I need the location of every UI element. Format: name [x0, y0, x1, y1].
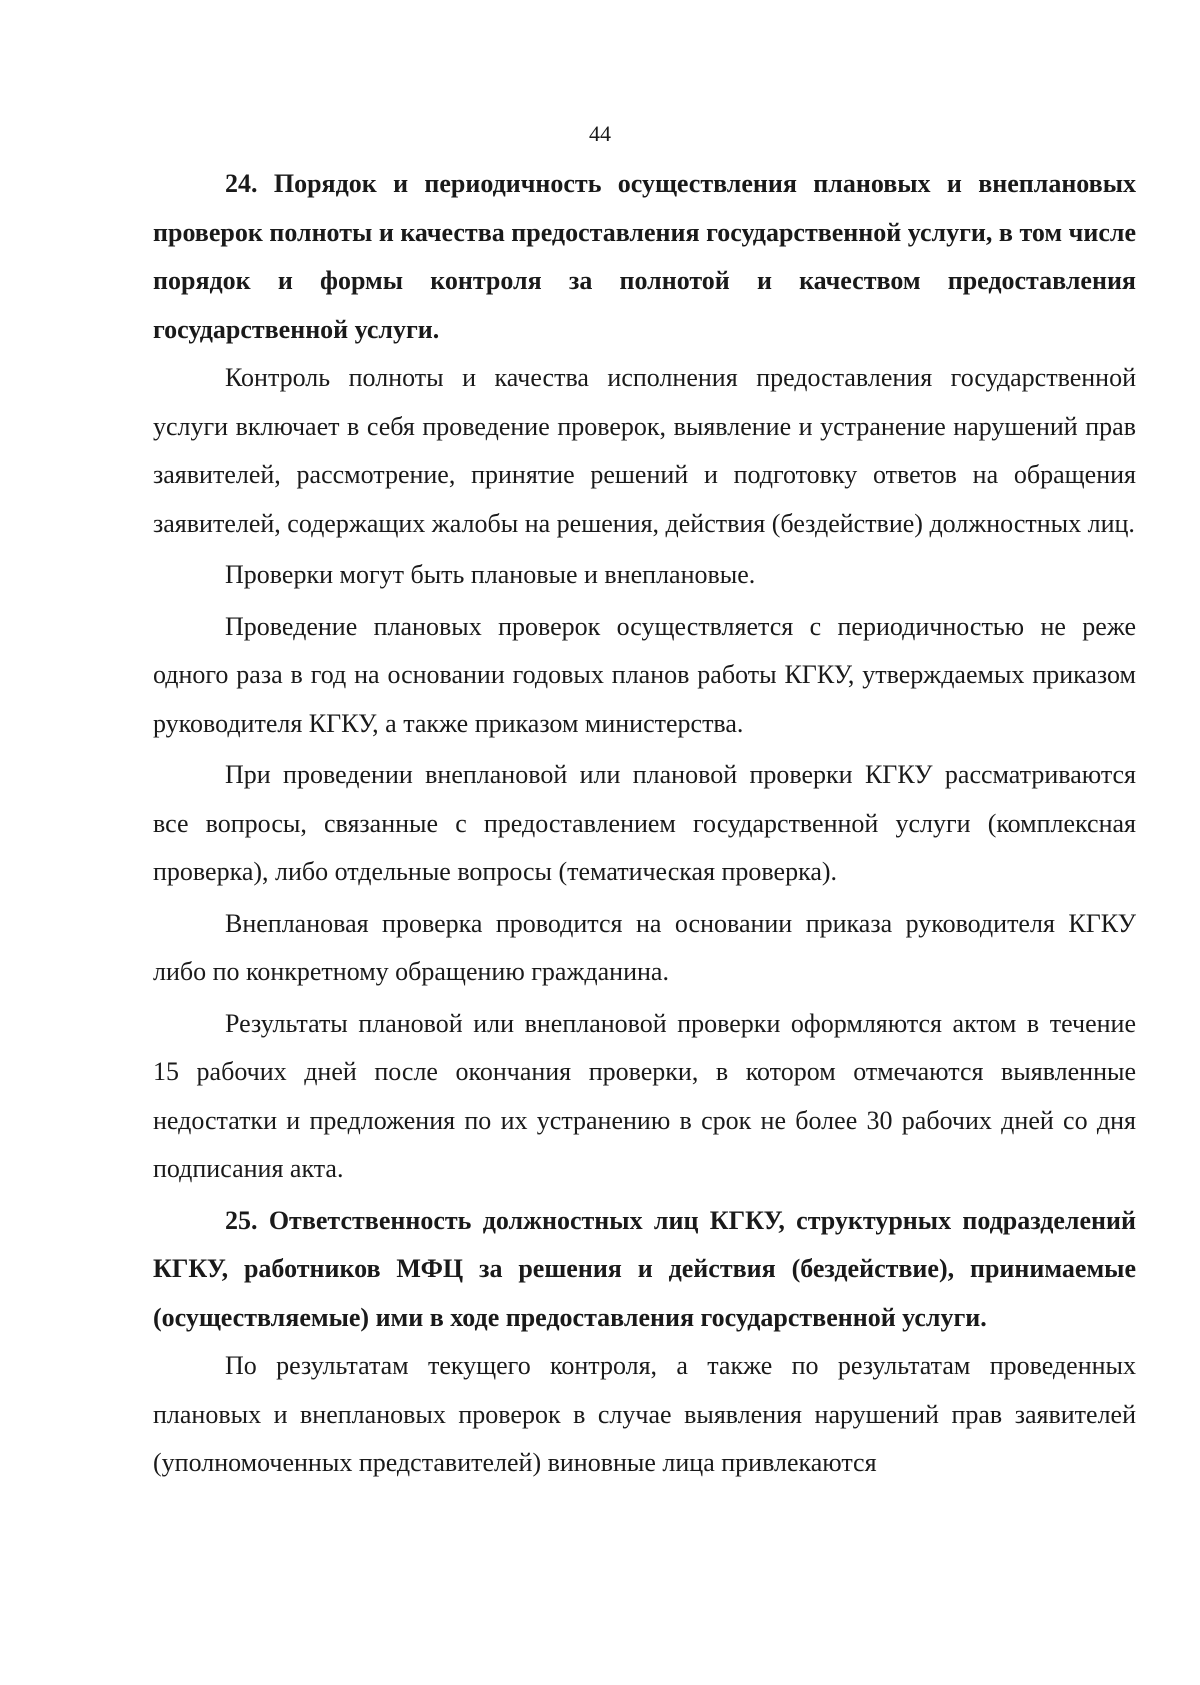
paragraph: Проверки могут быть плановые и внеплановые.: [225, 560, 756, 589]
section-24-heading: 24. Порядок и периодичность осуществления плановых и внеплановых проверок полноты и качества предоставления государственной услуги, в том числе порядок и формы контроля за полнотой и качеством предоставления государственной услуги.: [153, 169, 1136, 344]
paragraph: Внеплановая проверка проводится на основании приказа руководителя КГКУ либо по конкретному обращению гражданина.: [153, 908, 1136, 986]
page-number: 44: [589, 121, 611, 146]
paragraph: При проведении внеплановой или плановой проверки КГКУ рассматриваются все вопросы, связанные с предоставлением государственной услуги (комплексная проверка), либо отдельные вопросы (тематическая проверка).: [153, 760, 1136, 886]
document-body: [153, 160, 1136, 1488]
paragraph: Результаты плановой или внеплановой проверки оформляются актом в течение 15 рабочих дней после окончания проверки, в котором отмечаются выявленные недостатки и предложения по их устранению в срок не более 30 рабочих дней со дня подписания акта.: [153, 1008, 1136, 1183]
paragraph: По результатам текущего контроля, а также по результатам проведенных плановых и внеплановых проверок в случае выявления нарушений прав заявителей (уполномоченных представителей) виновные лица привлекаются: [153, 1351, 1136, 1477]
section-25-heading: 25. Ответственность должностных лиц КГКУ, структурных подразделений КГКУ, работников МФЦ за решения и действия (бездействие), принимаемые (осуществляемые) ими в ходе предоставления государственной услуги.: [153, 1205, 1136, 1332]
paragraph: Контроль полноты и качества исполнения предоставления государственной услуги включает в себя проведение проверок, выявление и устранение нарушений прав заявителей, рассмотрение, принятие решений и подготовку ответов на обращения заявителей, содержащих жалобы на решения, действия (бездействие) должностных лиц.: [153, 363, 1136, 538]
paragraph: Проведение плановых проверок осуществляется с периодичностью не реже одного раза в год на основании годовых планов работы КГКУ, утверждаемых приказом руководителя КГКУ, а также приказом министерства.: [153, 611, 1136, 738]
